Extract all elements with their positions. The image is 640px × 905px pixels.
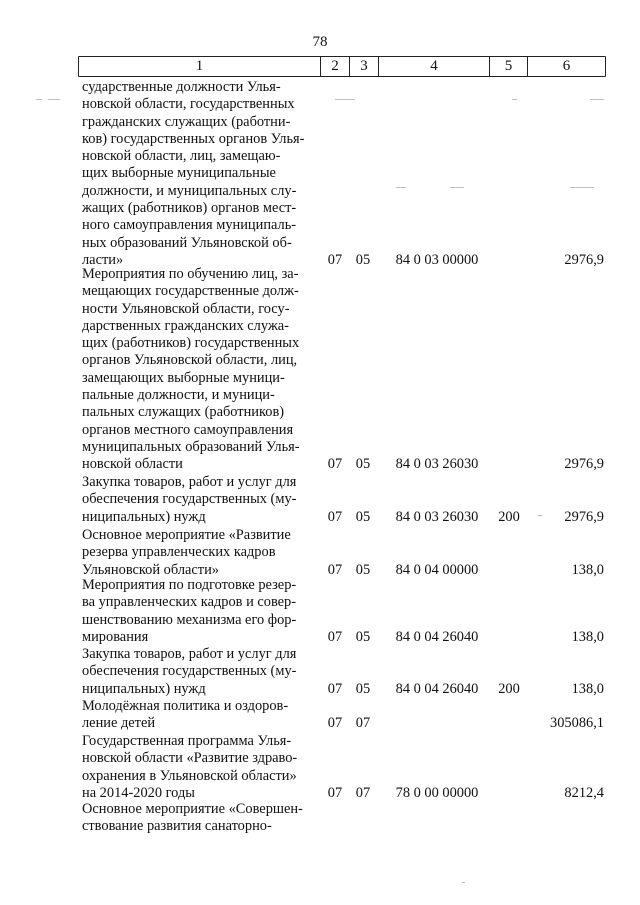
scan-speck xyxy=(570,187,594,188)
description-line: сударственные должности Улья- xyxy=(82,79,281,95)
description-line: Мероприятия по обучению лиц, за- xyxy=(82,266,299,282)
row-description xyxy=(82,801,318,836)
section-code: 07 xyxy=(327,680,343,697)
description-line: мещающих государственные долж- xyxy=(82,283,299,300)
description-line: Ульяновской области» xyxy=(82,561,219,578)
section-code: 07 xyxy=(327,561,343,578)
row-description xyxy=(82,698,318,733)
description-line: ление детей xyxy=(82,715,156,732)
description-line: жащих (работников) органов мест- xyxy=(82,200,297,217)
description-line: на 2014-2020 годы xyxy=(82,784,195,801)
amount: 2976,9 xyxy=(564,456,604,473)
description-line: охранения в Ульяновской области» xyxy=(82,767,297,784)
description-line: Основное мероприятие «Совершен- xyxy=(82,801,303,817)
description-line: ков) государственных органов Улья- xyxy=(82,130,305,147)
header-col-3: 3 xyxy=(360,58,368,74)
row-description xyxy=(82,79,318,269)
description-line: новской области, государственных xyxy=(82,96,295,113)
description-line: новской области «Развитие здраво- xyxy=(82,750,298,767)
amount: 8212,4 xyxy=(564,784,604,801)
scan-speck xyxy=(48,99,60,100)
amount: 138,0 xyxy=(571,680,604,697)
description-line: замещающих выборные муници- xyxy=(82,369,285,386)
description-line: дарственных гражданских служа- xyxy=(82,317,289,334)
target-article-code: 84 0 03 00000 xyxy=(395,252,479,268)
description-line: должности, и муниципальных слу- xyxy=(82,182,297,199)
target-article-code: 84 0 03 26030 xyxy=(395,456,479,473)
description-line: Молодёжная политика и оздоров- xyxy=(82,698,289,714)
description-line: ствование развития санаторно- xyxy=(82,818,272,835)
row-description xyxy=(82,266,318,474)
page-number: 78 xyxy=(312,34,328,50)
section-code: 07 xyxy=(327,252,343,268)
description-line: муниципальных образований Улья- xyxy=(82,438,300,455)
scan-speck xyxy=(396,187,406,188)
amount: 138,0 xyxy=(571,561,604,578)
row-description xyxy=(82,733,318,802)
expense-type-code: 200 xyxy=(498,680,520,697)
subsection-code: 05 xyxy=(355,561,371,578)
description-line: ласти» xyxy=(82,251,124,268)
description-line: новской области, лиц, замещаю- xyxy=(82,148,281,165)
header-col-4: 4 xyxy=(430,58,438,74)
description-line: Основное мероприятие «Развитие xyxy=(82,527,291,543)
expense-type-code: 200 xyxy=(498,508,520,525)
description-line: Государственная программа Улья- xyxy=(82,733,292,749)
description-line: обеспечения государственных (му- xyxy=(82,491,297,508)
row-description xyxy=(82,527,318,579)
subsection-code: 07 xyxy=(355,715,371,732)
target-article-code: 84 0 04 26040 xyxy=(395,628,479,645)
section-code: 07 xyxy=(327,628,343,645)
section-code: 07 xyxy=(327,784,343,801)
description-line: пальные должности, и муници- xyxy=(82,387,275,404)
row-description xyxy=(82,577,318,646)
header-col-5: 5 xyxy=(504,58,513,74)
target-article-code: 84 0 03 26030 xyxy=(395,508,479,525)
header-col-1: 1 xyxy=(195,58,204,74)
scan-speck xyxy=(335,99,355,100)
scan-speck xyxy=(538,515,542,516)
description-line: ниципальных) нужд xyxy=(82,680,206,697)
description-line: Закупка товаров, работ и услуг для xyxy=(82,474,297,490)
description-line: ва управленческих кадров и совер- xyxy=(82,594,297,611)
row-description xyxy=(82,646,318,698)
scan-speck xyxy=(512,99,517,100)
section-code: 07 xyxy=(327,456,343,473)
description-line: Закупка товаров, работ и услуг для xyxy=(82,646,297,662)
description-line: шенствованию механизма его фор- xyxy=(82,611,297,628)
description-line: резерва управленческих кадров xyxy=(82,544,276,561)
description-line: щих (работников) государственных xyxy=(82,335,300,352)
description-line: новской области xyxy=(82,456,183,473)
row-description xyxy=(82,474,318,526)
subsection-code: 05 xyxy=(355,456,371,473)
description-line: обеспечения государственных (му- xyxy=(82,663,297,680)
description-line: органов местного самоуправления xyxy=(82,421,294,438)
description-line: щих выборные муниципальные xyxy=(82,165,276,182)
scan-speck xyxy=(36,99,42,100)
subsection-code: 05 xyxy=(355,252,371,268)
amount: 2976,9 xyxy=(564,252,604,268)
description-line: гражданских служащих (работни- xyxy=(82,113,291,130)
amount: 2976,9 xyxy=(564,508,604,525)
section-code: 07 xyxy=(327,715,343,732)
header-col-2: 2 xyxy=(331,58,339,74)
description-line: Мероприятия по подготовке резер- xyxy=(82,577,297,593)
target-article-code: 84 0 04 00000 xyxy=(395,561,479,578)
scan-speck xyxy=(590,99,604,100)
scan-speck xyxy=(462,882,465,883)
target-article-code: 78 0 00 00000 xyxy=(395,784,479,801)
scan-speck xyxy=(450,187,464,188)
description-line: ности Ульяновской области, госу- xyxy=(82,300,290,317)
header-col-6: 6 xyxy=(562,58,571,74)
description-line: ниципальных) нужд xyxy=(82,508,206,525)
target-article-code: 84 0 04 26040 xyxy=(395,680,479,697)
description-line: органов Ульяновской области, лиц, xyxy=(82,352,298,369)
amount: 305086,1 xyxy=(550,715,604,732)
description-line: ных образований Ульяновской об- xyxy=(82,234,292,251)
amount: 138,0 xyxy=(571,628,604,645)
description-line: ного самоуправления муниципаль- xyxy=(82,217,297,234)
subsection-code: 07 xyxy=(355,784,371,801)
section-code: 07 xyxy=(327,508,343,525)
subsection-code: 05 xyxy=(355,508,371,525)
description-line: мирования xyxy=(82,628,149,645)
subsection-code: 05 xyxy=(355,680,371,697)
description-line: пальных служащих (работников) xyxy=(82,404,285,421)
subsection-code: 05 xyxy=(355,628,371,645)
